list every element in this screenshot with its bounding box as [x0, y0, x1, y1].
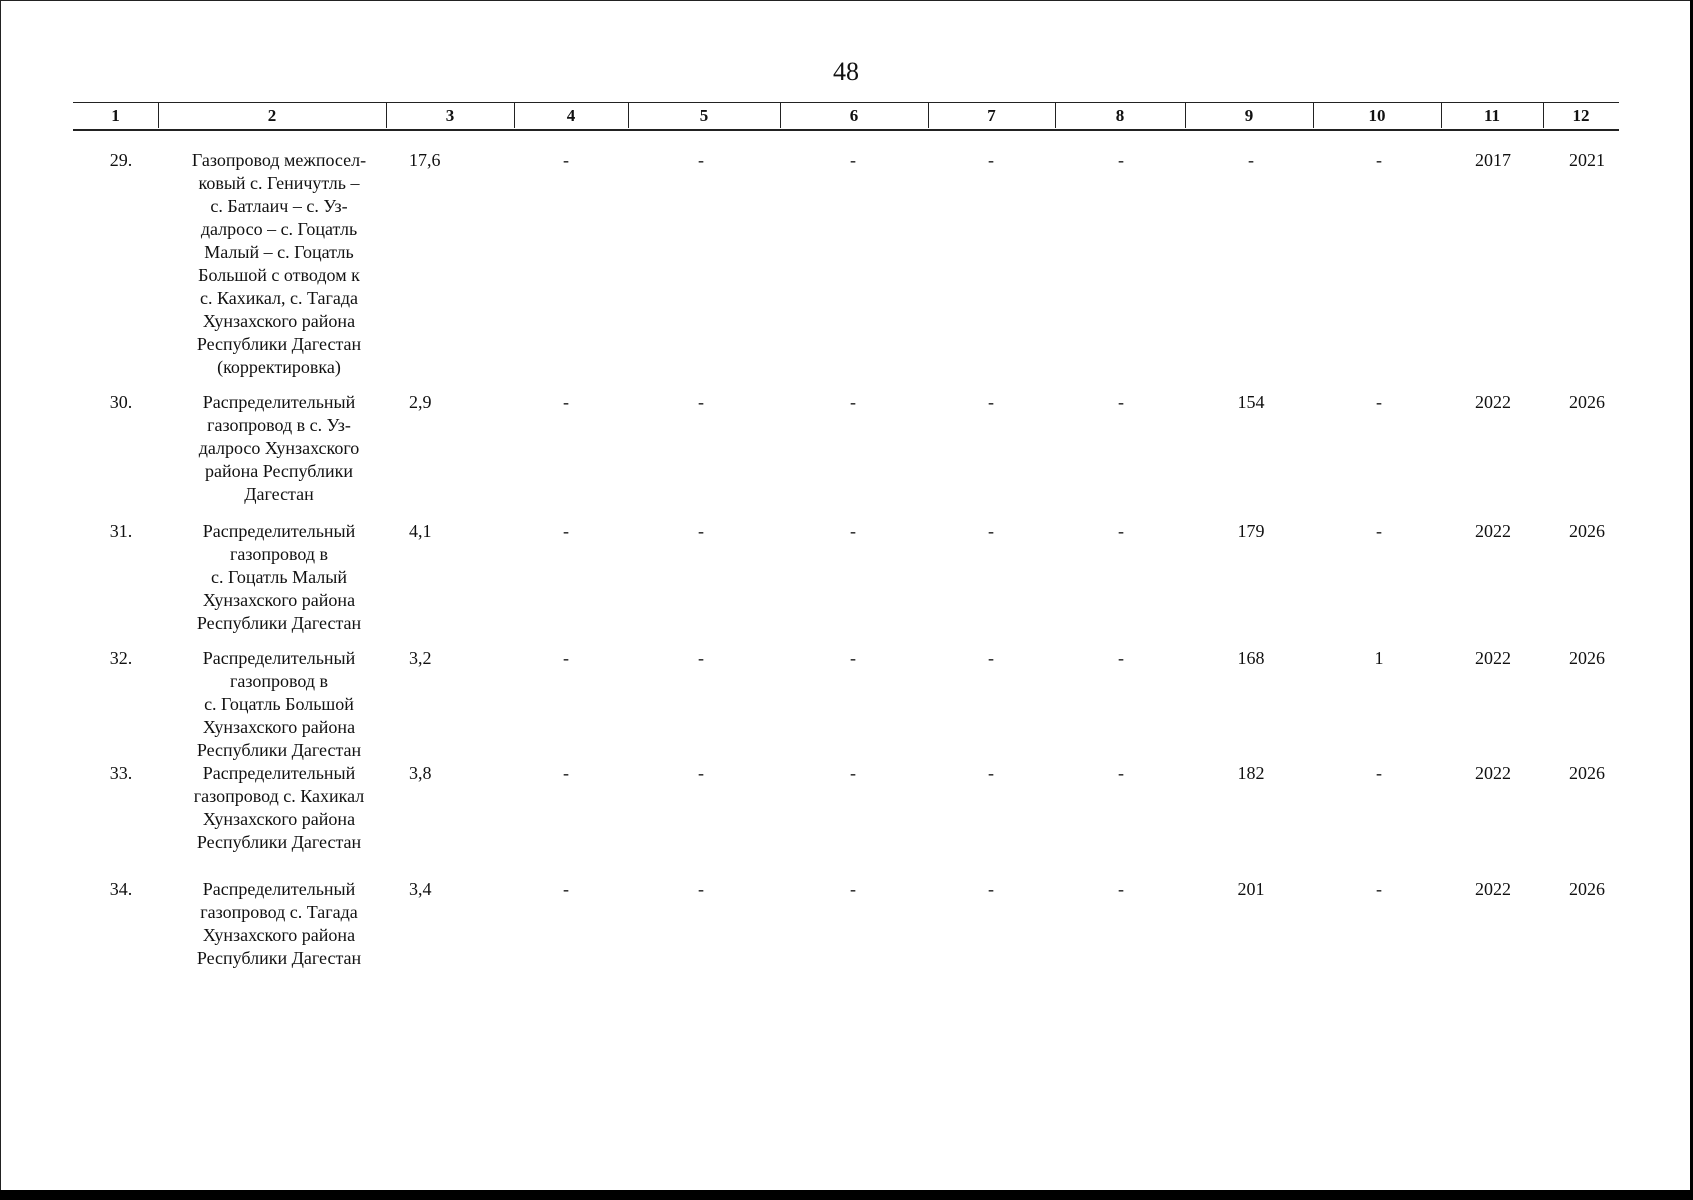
name-line: Распределительный — [202, 763, 356, 783]
cell-col-11: 2022 — [1475, 648, 1511, 668]
header-divider — [1313, 102, 1314, 128]
name-line: Хунзахского района — [202, 925, 356, 945]
header-col-8: 8 — [1115, 106, 1125, 125]
cell-col-10: - — [1376, 150, 1382, 170]
cell-col-11: 2022 — [1475, 763, 1511, 783]
header-col-6: 6 — [849, 106, 859, 125]
cell-col-7: - — [988, 763, 994, 783]
name-line: Республики Дагестан — [196, 334, 362, 354]
cell-col-3: 3,4 — [409, 879, 432, 899]
cell-col-8: - — [1118, 648, 1124, 668]
header-col-2: 2 — [267, 106, 277, 125]
header-divider — [386, 102, 387, 128]
cell-col-5: - — [698, 521, 704, 541]
cell-col-5: - — [698, 392, 704, 412]
cell-col-6: - — [850, 150, 856, 170]
cell-col-12: 2021 — [1569, 150, 1605, 170]
header-divider — [928, 102, 929, 128]
header-divider — [514, 102, 515, 128]
cell-col-6: - — [850, 879, 856, 899]
cell-col-9: 182 — [1237, 763, 1265, 783]
name-line: Хунзахского района — [202, 311, 356, 331]
header-col-11: 11 — [1483, 106, 1501, 125]
header-col-5: 5 — [699, 106, 709, 125]
name-line: Республики Дагестан — [196, 740, 362, 760]
name-line: Большой с отводом к — [198, 265, 360, 285]
cell-col-7: - — [988, 521, 994, 541]
cell-col-7: - — [988, 392, 994, 412]
name-line: Хунзахского района — [202, 590, 356, 610]
name-line: газопровод в — [229, 544, 329, 564]
cell-col-9: 201 — [1237, 879, 1265, 899]
name-line: Дагестан — [244, 484, 314, 504]
cell-col-9: - — [1248, 150, 1254, 170]
name-line: Хунзахского района — [202, 717, 356, 737]
header-divider — [1543, 102, 1544, 128]
cell-col-5: - — [698, 150, 704, 170]
cell-col-10: 1 — [1374, 648, 1384, 668]
cell-col-5: - — [698, 763, 704, 783]
cell-col-4: - — [563, 150, 569, 170]
cell-col-9: 154 — [1237, 392, 1265, 412]
cell-col-4: - — [563, 879, 569, 899]
name-line: Малый – с. Гоцатль — [204, 242, 354, 262]
name-line: Распределительный — [202, 879, 356, 899]
cell-col-10: - — [1376, 879, 1382, 899]
cell-col-6: - — [850, 392, 856, 412]
object-name — [169, 762, 389, 854]
header-col-9: 9 — [1244, 106, 1254, 125]
cell-col-8: - — [1118, 879, 1124, 899]
cell-col-3: 4,1 — [409, 521, 432, 541]
cell-col-10: - — [1376, 763, 1382, 783]
cell-col-11: 2022 — [1475, 879, 1511, 899]
cell-col-3: 3,8 — [409, 763, 432, 783]
object-name — [169, 647, 389, 762]
header-divider — [1055, 102, 1056, 128]
cell-col-4: - — [563, 392, 569, 412]
row-number: 31. — [109, 521, 133, 541]
name-line: Республики Дагестан — [196, 948, 362, 968]
scan-edge — [0, 1190, 1693, 1200]
cell-col-7: - — [988, 879, 994, 899]
cell-col-8: - — [1118, 521, 1124, 541]
cell-col-8: - — [1118, 763, 1124, 783]
cell-col-6: - — [850, 521, 856, 541]
header-divider — [628, 102, 629, 128]
cell-col-12: 2026 — [1569, 521, 1605, 541]
table-header — [73, 102, 1619, 131]
cell-col-4: - — [563, 521, 569, 541]
cell-col-12: 2026 — [1569, 648, 1605, 668]
name-line: далросо – с. Гоцатль — [200, 219, 358, 239]
header-divider — [158, 102, 159, 128]
name-line: Распределительный — [202, 648, 356, 668]
header-col-12: 12 — [1572, 106, 1590, 125]
row-number: 32. — [109, 648, 133, 668]
object-name — [169, 520, 389, 635]
cell-col-12: 2026 — [1569, 392, 1605, 412]
cell-col-6: - — [850, 648, 856, 668]
name-line: газопровод в — [229, 671, 329, 691]
name-line: Республики Дагестан — [196, 832, 362, 852]
header-divider — [1441, 102, 1442, 128]
object-name — [169, 878, 389, 970]
cell-col-12: 2026 — [1569, 763, 1605, 783]
header-col-1: 1 — [111, 106, 120, 125]
row-number: 30. — [109, 392, 133, 412]
name-line: Распределительный — [202, 392, 356, 412]
name-line: района Республики — [204, 461, 354, 481]
page-number: 48 — [833, 57, 859, 86]
cell-col-3: 17,6 — [409, 150, 441, 170]
name-line: газопровод в с. Уз- — [207, 415, 351, 435]
cell-col-3: 2,9 — [409, 392, 432, 412]
header-col-10: 10 — [1368, 106, 1386, 125]
row-number: 34. — [109, 879, 133, 899]
row-number: 33. — [109, 763, 133, 783]
cell-col-11: 2022 — [1475, 521, 1511, 541]
name-line: с. Батлаич – с. Уз- — [210, 196, 348, 216]
cell-col-4: - — [563, 763, 569, 783]
name-line: Распределительный — [202, 521, 356, 541]
cell-col-8: - — [1118, 392, 1124, 412]
object-name — [169, 149, 389, 379]
cell-col-10: - — [1376, 521, 1382, 541]
cell-col-5: - — [698, 648, 704, 668]
header-col-4: 4 — [566, 106, 576, 125]
cell-col-5: - — [698, 879, 704, 899]
cell-col-12: 2026 — [1569, 879, 1605, 899]
name-line: Хунзахского района — [202, 809, 356, 829]
name-line: с. Кахикал, с. Тагада — [199, 288, 359, 308]
row-number: 29. — [109, 150, 133, 170]
name-line: с. Гоцатль Малый — [211, 567, 347, 587]
object-name — [169, 391, 389, 506]
header-divider — [780, 102, 781, 128]
cell-col-4: - — [563, 648, 569, 668]
name-line: Газопровод межпосел- — [191, 150, 367, 170]
header-divider — [1185, 102, 1186, 128]
name-line: Республики Дагестан — [196, 613, 362, 633]
cell-col-6: - — [850, 763, 856, 783]
name-line: ковый с. Геничутль – — [198, 173, 360, 193]
cell-col-7: - — [988, 648, 994, 668]
header-col-7: 7 — [987, 106, 996, 125]
name-line: газопровод с. Кахикал — [193, 786, 365, 806]
cell-col-11: 2022 — [1475, 392, 1511, 412]
name-line: (корректировка) — [217, 357, 341, 377]
name-line: с. Гоцатль Большой — [204, 694, 354, 714]
cell-col-9: 179 — [1237, 521, 1265, 541]
cell-col-10: - — [1376, 392, 1382, 412]
header-col-3: 3 — [445, 106, 455, 125]
cell-col-11: 2017 — [1475, 150, 1511, 170]
cell-col-9: 168 — [1237, 648, 1265, 668]
cell-col-3: 3,2 — [409, 648, 432, 668]
name-line: газопровод с. Тагада — [200, 902, 358, 922]
name-line: далросо Хунзахского — [198, 438, 360, 458]
cell-col-8: - — [1118, 150, 1124, 170]
cell-col-7: - — [988, 150, 994, 170]
